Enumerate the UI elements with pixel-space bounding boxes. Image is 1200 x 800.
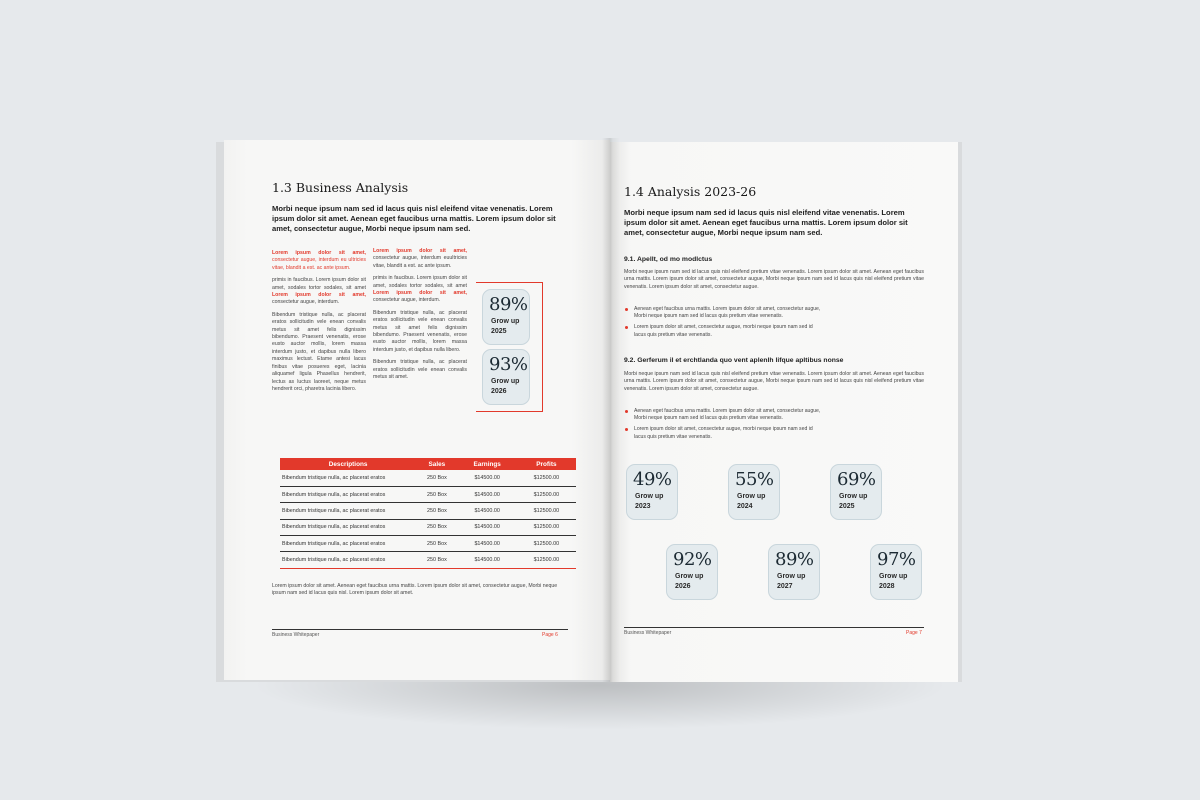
table-row (280, 470, 576, 486)
right-page (610, 142, 958, 682)
stat-label: Grow up (675, 573, 704, 580)
right-page-lead: Morbi neque ipsum nam sed id lacus quis nisl eleifend vitae venenatis. Lorem ipsum dolor sit amet. Aenean eget faucibus urna mattis. Lorem ipsum dolor sit amet, consectetur augue, Morbi neque ipsum nam sed. (624, 208, 908, 238)
cell-sales: 250 Box (416, 470, 457, 486)
th-earnings: Earnings (458, 458, 517, 470)
book-spine (602, 138, 620, 682)
col1-intro (272, 250, 366, 272)
th-descriptions: Descriptions (280, 458, 416, 470)
stat-card-2027 (768, 544, 820, 600)
cell-sales: 250 Box (416, 486, 457, 502)
col2-intro-red-bold: Lorem ipsum dolor sit amet, (373, 248, 467, 254)
stat-label: Grow up (737, 493, 766, 500)
section-1-bullets (624, 306, 824, 343)
left-page-lead: Morbi neque ipsum nam sed id lacus quis nisl eleifend vitae venenatis. Lorem ipsum dolor sit amet. Aenean eget faucibus urna mattis. Lorem ipsum dolor sit amet, consectetur augue, Morbi neque ipsum nam sed. (272, 204, 556, 234)
left-footer-page-number: Page 6 (542, 632, 558, 638)
stat-pct: 97% (877, 549, 916, 570)
col1-para-1 (272, 277, 366, 307)
stat-year: 2025 (491, 328, 507, 335)
stat-pct: 69% (837, 469, 876, 490)
col2-intro (373, 248, 467, 270)
cell-sales: 250 Box (416, 503, 457, 519)
col1-p1-start: primis in faucibus. Lorem ipsum dolor sit amet, sodales tortor sodales, sit amet (272, 277, 366, 291)
stat-label: Grow up (879, 573, 908, 580)
stat-year: 2028 (879, 583, 895, 590)
left-col1 (272, 250, 366, 393)
col2-para-2: Bibendum tristique nulla, ac placerat eratos sollicitudin vele enean convalis metus sit amet felis dignissim bibendumo. Praesent venenatis, erose eusto auctor mollis, lorem massa interdum justo, et dapibus nulla libero. (373, 309, 467, 353)
stat-year: 2023 (635, 503, 651, 510)
cell-earnings: $14500.00 (458, 536, 517, 552)
stat-pct: 89% (489, 294, 528, 315)
col2-p1-start: primis in faucibus. Lorem ipsum dolor sit amet, sodales tortor sodales, sit amet (373, 275, 467, 289)
left-closing-paragraph: Lorem ipsum dolor sit amet. Aenean eget faucibus urna mattis. Lorem ipsum dolor sit amet, consectetur augue, Morbi neque ipsum nam sed id lacus quis nisl. Lorem ipsum dolor sit amet. (272, 583, 558, 597)
left-footer-text: Business Whitepaper (272, 632, 320, 638)
section-2-body: Morbi neque ipsum nam sed id lacus quis nisl eleifend pretium vitae venenatis. Lorem ipsum dolor sit amet. Aenean eget faucibus urna mattis. Lorem ipsum dolor sit amet, consectetur augue, Morbi neque ipsum nam sed id lacus quis nisl eleifend pretium vitae venenatis. Lorem ipsum dolor sit amet, consectetur augue. (624, 371, 924, 392)
cell-earnings: $14500.00 (458, 470, 517, 486)
cell-description: Bibendum tristique nulla, ac placerat eratos (280, 470, 416, 486)
stat-label: Grow up (777, 573, 806, 580)
cell-profits: $12500.00 (517, 536, 576, 552)
stat-card-2025 (482, 289, 530, 345)
cell-profits: $12500.00 (517, 486, 576, 502)
cell-earnings: $14500.00 (458, 503, 517, 519)
col2-para-3: Bibendum tristique nulla, ac placerat eratos sollicitudin vele enean convalis metus sit amet. (373, 359, 467, 381)
list-item: Lorem ipsum dolor sit amet, consectetur augue, morbi neque ipsum nam sed id lacus quis pretium vitae venenatis. (624, 324, 824, 338)
table-row (280, 552, 576, 568)
stat-label: Grow up (635, 493, 664, 500)
cell-description: Bibendum tristique nulla, ac placerat eratos (280, 486, 416, 502)
left-page-title: 1.3 Business Analysis (272, 180, 409, 195)
cell-sales: 250 Box (416, 552, 457, 568)
stat-year: 2027 (777, 583, 793, 590)
left-page (224, 140, 610, 680)
col2-p1-end: consectetur augue, interdum. (373, 297, 441, 304)
right-page-title: 1.4 Analysis 2023-26 (624, 184, 757, 199)
col2-para-1 (373, 275, 467, 305)
col1-para-2: Bibendum tristique nulla, ac placerat eratos sollicitudin vele enean convalis metus sit amet felis dignissim bibendumo. Praesent venenatis, erose eusto auctor mollis, lorem massa interdum justo, et dapibus nulla libero maximus lectust. Etame antesi lacus finibus vitae posueres eget, lacinia aliquamef ligula Phasellus hendrerit, lectus as luctus laoreet, neque metus hendrerit orci, pharetra lacinia libero. (272, 311, 366, 392)
stat-year: 2025 (839, 503, 855, 510)
col2-intro-text: consectetur augue, interdum euultricies vitae, blandit a est. ac ante ipsum. (373, 255, 467, 269)
th-sales: Sales (416, 458, 457, 470)
stat-pct: 89% (775, 549, 814, 570)
cell-description: Bibendum tristique nulla, ac placerat eratos (280, 552, 416, 568)
list-item: Aenean eget faucibus urna mattis. Lorem ipsum dolor sit amet, consectetur augue, Morbi neque ipsum nam sed id lacus quis pretium vitae venenatis. (624, 306, 824, 320)
business-table (280, 458, 576, 569)
stat-year: 2026 (675, 583, 691, 590)
col2-p1-red: Lorem ipsum dolor sit amet, (373, 290, 467, 297)
table-row (280, 503, 576, 519)
right-footer-rule (624, 627, 924, 628)
th-profits: Profits (517, 458, 576, 470)
cell-description: Bibendum tristique nulla, ac placerat eratos (280, 519, 416, 535)
cell-sales: 250 Box (416, 536, 457, 552)
col1-p1-end: consectetur augue, interdum. (272, 299, 340, 306)
right-footer-page-number: Page 7 (906, 630, 922, 636)
stat-card-2028 (870, 544, 922, 600)
cell-profits: $12500.00 (517, 503, 576, 519)
stat-pct: 93% (489, 354, 528, 375)
section-2-bullets (624, 408, 824, 445)
stat-card-2023 (626, 464, 678, 520)
stat-label: Grow up (491, 318, 520, 325)
stat-card-2024 (728, 464, 780, 520)
list-item: Lorem ipsum dolor sit amet, consectetur augue, morbi neque ipsum nam sed id lacus quis pretium vitae venenatis. (624, 426, 824, 440)
col1-p1-red: Lorem ipsum dolor sit amet, (272, 292, 366, 299)
left-col2 (373, 248, 467, 382)
stat-pct: 92% (673, 549, 712, 570)
cell-earnings: $14500.00 (458, 519, 517, 535)
section-1-body: Morbi neque ipsum nam sed id lacus quis nisl eleifend pretium vitae venenatis. Lorem ipsum dolor sit amet. Aenean eget faucibus urna mattis. Lorem ipsum dolor sit amet, consectetur augue, Morbi neque ipsum nam sed id lacus quis nisl eleifend pretium vitae venenatis. Lorem ipsum dolor sit amet, consectetur augue. (624, 269, 924, 290)
col1-intro-red: consectetur augue, interdum eu ultricies vitae, blandit a est. ac ante ipsum. (272, 257, 366, 271)
cell-profits: $12500.00 (517, 552, 576, 568)
stat-label: Grow up (491, 378, 520, 385)
cell-earnings: $14500.00 (458, 552, 517, 568)
left-footer-rule (272, 629, 568, 630)
table-row (280, 519, 576, 535)
table-header-row (280, 458, 576, 470)
stat-card-2026 (666, 544, 718, 600)
stat-card-2026 (482, 349, 530, 405)
open-brochure (216, 138, 962, 682)
cell-description: Bibendum tristique nulla, ac placerat eratos (280, 536, 416, 552)
table-row (280, 486, 576, 502)
stat-year: 2026 (491, 388, 507, 395)
cell-description: Bibendum tristique nulla, ac placerat eratos (280, 503, 416, 519)
cell-profits: $12500.00 (517, 470, 576, 486)
col1-intro-red-bold: Lorem ipsum dolor sit amet, (272, 250, 366, 256)
list-item: Aenean eget faucibus urna mattis. Lorem ipsum dolor sit amet, consectetur augue, Morbi neque ipsum nam sed id lacus quis pretium vitae venenatis. (624, 408, 824, 422)
stat-label: Grow up (839, 493, 868, 500)
stat-year: 2024 (737, 503, 753, 510)
stat-pct: 49% (633, 469, 672, 490)
cell-earnings: $14500.00 (458, 486, 517, 502)
cell-profits: $12500.00 (517, 519, 576, 535)
table-row (280, 536, 576, 552)
section-1-heading: 9.1. Apellt, od mo modlctus (624, 256, 713, 263)
stat-card-2025 (830, 464, 882, 520)
stat-pct: 55% (735, 469, 774, 490)
section-2-heading: 9.2. Gerferum il et erchtlanda quo vent aplenlh lifque apltibus nonse (624, 357, 844, 364)
cell-sales: 250 Box (416, 519, 457, 535)
right-footer-text: Business Whitepaper (624, 630, 672, 636)
